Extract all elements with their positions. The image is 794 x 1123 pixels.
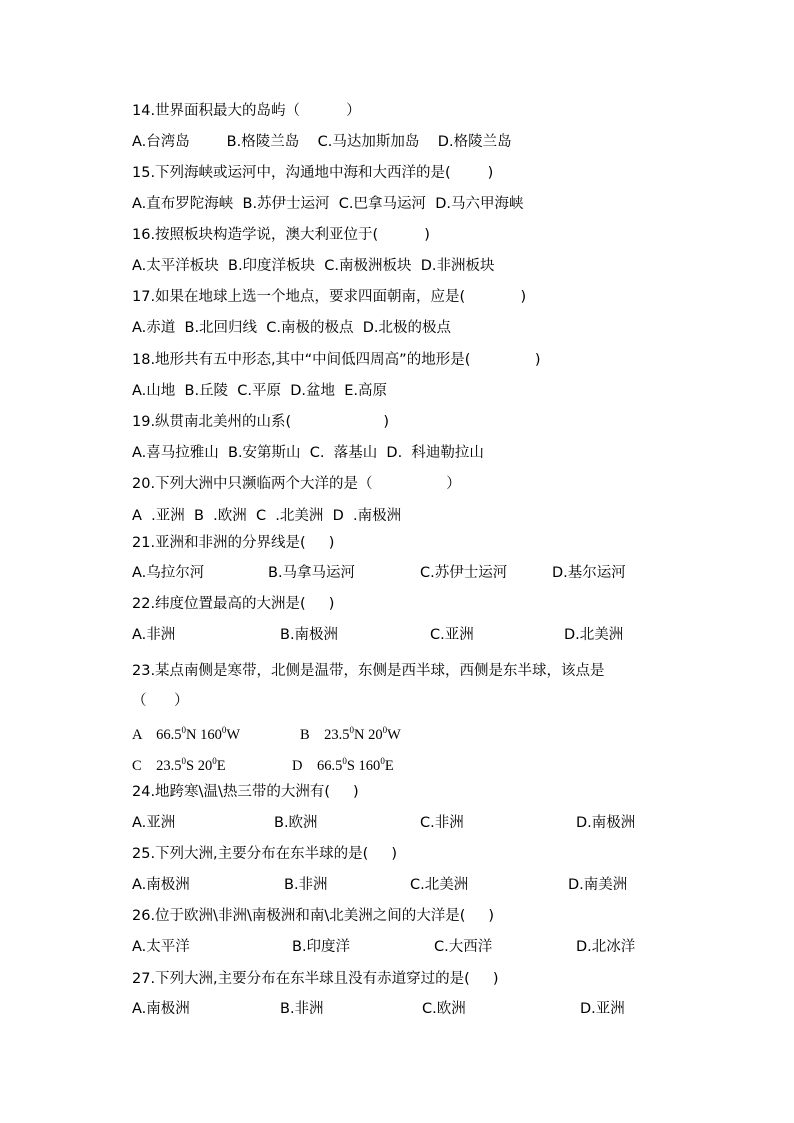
question-21-option-b: B.马拿马运河 bbox=[268, 565, 356, 581]
question-25-option-a: A.南极洲 bbox=[132, 877, 190, 893]
question-25-stem: 25.下列大洲,主要分布在东半球的是( ) bbox=[132, 846, 398, 862]
question-23-option-b: B 23.5$^0$N $20^0W$ bbox=[300, 725, 401, 743]
question-24-options bbox=[132, 813, 692, 833]
question-23-option-a: A 66.5$^0$N $160^0W$ bbox=[132, 725, 241, 743]
question-15-stem: 15.下列海峡或运河中，沟通地中海和大西洋的是( ) bbox=[132, 165, 494, 181]
question-27-option-c: C.欧洲 bbox=[422, 1001, 466, 1017]
question-15-options: A.直布罗陀海峡 B.苏伊士运河 C.巴拿马运河 D.马六甲海峡 bbox=[132, 196, 524, 212]
question-21-option-d: D.基尔运河 bbox=[552, 565, 626, 581]
question-25-option-d: D.南美洲 bbox=[568, 877, 628, 893]
question-26-stem: 26.位于欧洲\非洲\南极洲和南\北美洲之间的大洋是( ) bbox=[132, 908, 495, 924]
question-22-option-a: A.非洲 bbox=[132, 627, 176, 643]
question-17-stem: 17.如果在地球上选一个地点，要求四面朝南，应是( ) bbox=[132, 289, 527, 305]
question-14-stem: 14.世界面积最大的岛屿（ ） bbox=[132, 103, 361, 119]
question-27-option-d: D.亚洲 bbox=[580, 1001, 625, 1017]
question-20-stem: 20.下列大洲中只濒临两个大洋的是（ ） bbox=[132, 476, 461, 492]
question-25-option-c: C.北美洲 bbox=[410, 877, 469, 893]
question-20-options: A .亚洲 B .欧洲 C .北美洲 D .南极洲 bbox=[132, 508, 402, 524]
question-25-options bbox=[132, 875, 692, 895]
question-27-option-a: A.南极洲 bbox=[132, 1001, 190, 1017]
question-21-option-a: A.乌拉尔河 bbox=[132, 565, 205, 581]
question-23-stem: 23.某点南侧是寒带，北侧是温带，东侧是西半球，西侧是东半球，该点是 bbox=[132, 663, 605, 679]
question-23-option-c: C 23.5$^0$S $20^0E$ bbox=[132, 756, 226, 774]
question-24-stem: 24.地跨寒\温\热三带的大洲有( ) bbox=[132, 784, 359, 800]
question-27-options bbox=[132, 999, 692, 1019]
question-24-option-c: C.非洲 bbox=[420, 815, 464, 831]
question-26-options bbox=[132, 937, 692, 957]
question-26-option-a: A.太平洋 bbox=[132, 939, 190, 955]
question-17-options: A.赤道 B.北回归线 C.南极的极点 D.北极的极点 bbox=[132, 320, 451, 336]
question-27-option-b: B.非洲 bbox=[280, 1001, 324, 1017]
question-26-option-b: B.印度洋 bbox=[292, 939, 351, 955]
question-23-option-d: D 66.5$^0$S $160^0E$ bbox=[292, 756, 394, 774]
question-16-options: A.太平洋板块 B.印度洋板块 C.南极洲板块 D.非洲板块 bbox=[132, 258, 495, 274]
question-24-option-a: A.亚洲 bbox=[132, 815, 176, 831]
question-19-stem: 19.纵贯南北美州的山系( ) bbox=[132, 414, 390, 430]
question-18-stem: 18.地形共有五中形态,其中“中间低四周高”的地形是( ) bbox=[132, 352, 541, 368]
question-22-options bbox=[132, 625, 692, 645]
question-24-option-d: D.南极洲 bbox=[576, 815, 636, 831]
question-26-option-c: C.大西洋 bbox=[434, 939, 493, 955]
question-21-options bbox=[132, 563, 692, 583]
question-22-option-d: D.北美洲 bbox=[564, 627, 624, 643]
question-21-option-c: C.苏伊士运河 bbox=[420, 565, 508, 581]
question-22-option-c: C.亚洲 bbox=[430, 627, 474, 643]
question-19-options: A.喜马拉雅山 B.安第斯山 C. 落基山 D. 科迪勒拉山 bbox=[132, 445, 484, 461]
question-23-stem-cont: （ ） bbox=[132, 693, 189, 709]
question-24-option-b: B.欧洲 bbox=[274, 815, 318, 831]
question-16-stem: 16.按照板块构造学说，澳大利亚位于( ) bbox=[132, 227, 430, 243]
question-22-stem: 22.纬度位置最高的大洲是( ) bbox=[132, 596, 335, 612]
question-14-options: A.台湾岛 B.格陵兰岛 C.马达加斯加岛 D.格陵兰岛 bbox=[132, 134, 512, 150]
question-27-stem: 27.下列大洲,主要分布在东半球且没有赤道穿过的是( ) bbox=[132, 971, 499, 987]
question-26-option-d: D.北冰洋 bbox=[576, 939, 636, 955]
question-21-stem: 21.亚洲和非洲的分界线是( ) bbox=[132, 535, 335, 551]
question-18-options: A.山地 B.丘陵 C.平原 D.盆地 E.高原 bbox=[132, 383, 387, 399]
question-22-option-b: B.南极洲 bbox=[280, 627, 339, 643]
question-25-option-b: B.非洲 bbox=[284, 877, 328, 893]
